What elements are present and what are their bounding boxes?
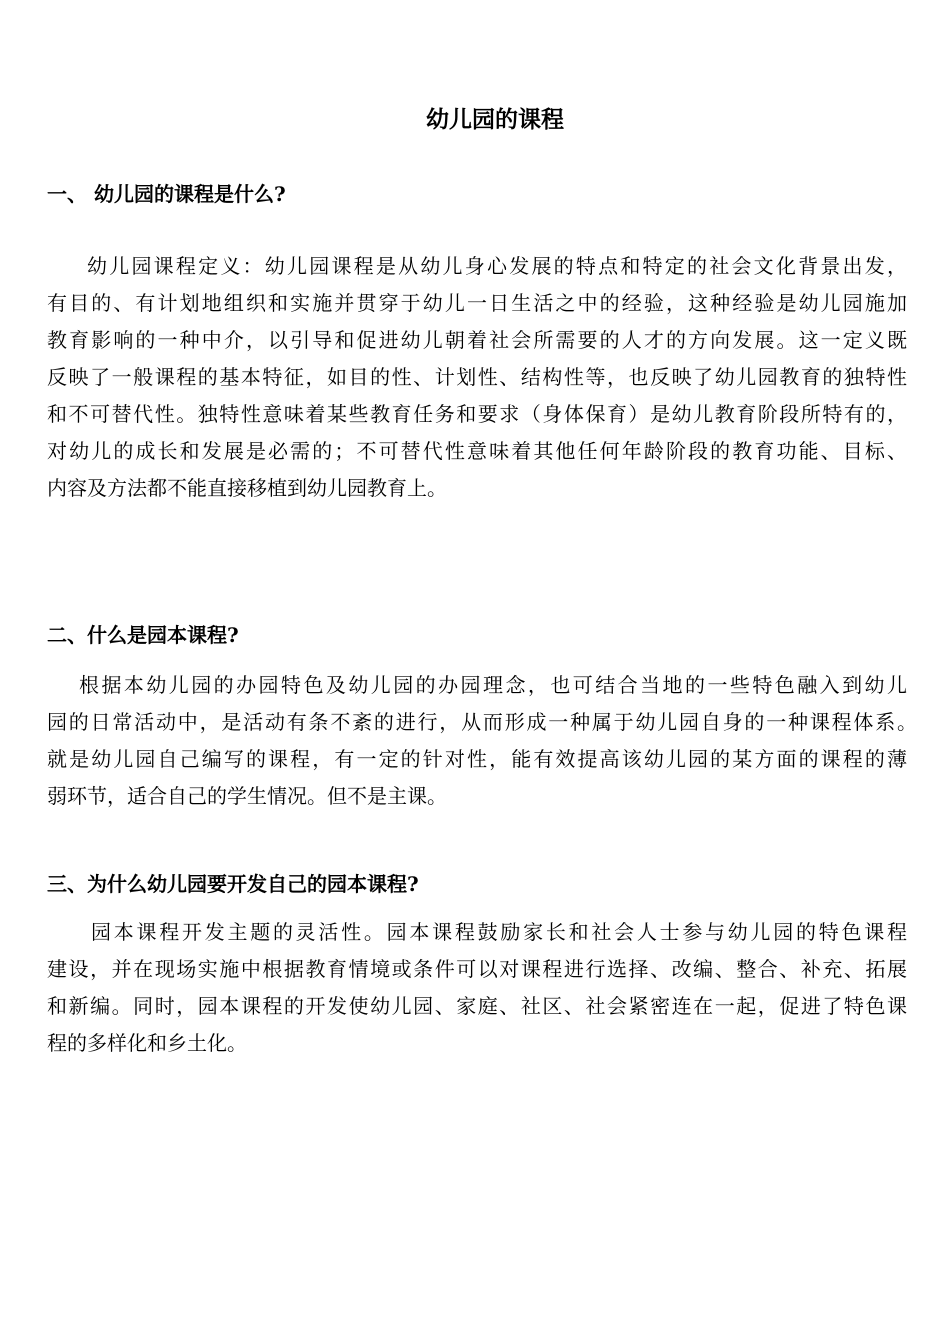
section-paragraph-2 xyxy=(47,667,917,815)
paragraph-line: 教育影响的一种中介，以引导和促进幼儿朝着社会所需要的人才的方向发展。这一定义既 xyxy=(47,328,907,352)
paragraph-line: 程的多样化和乡土化。 xyxy=(47,1031,247,1055)
paragraph-line: 有目的、有计划地组织和实施并贯穿于幼儿一日生活之中的经验，这种经验是幼儿园施加 xyxy=(47,291,907,315)
paragraph-line: 弱环节，适合自己的学生情况。但不是主课。 xyxy=(47,784,447,808)
section-paragraph-3 xyxy=(47,914,907,1062)
paragraph-line: 反映了一般课程的基本特征，如目的性、计划性、结构性等，也反映了幼儿园教育的独特性 xyxy=(47,365,907,389)
section-heading-2: 二、什么是园本课程? xyxy=(47,623,239,647)
section-heading-1: 一、 幼儿园的课程是什么? xyxy=(47,182,286,206)
section-heading-3: 三、为什么幼儿园要开发自己的园本课程? xyxy=(47,872,419,896)
paragraph-line: 就是幼儿园自己编写的课程，有一定的针对性，能有效提高该幼儿园的某方面的课程的薄 xyxy=(47,747,907,771)
paragraph-line: 和不可替代性。独特性意味着某些教育任务和要求（身体保育）是幼儿教育阶段所特有的， xyxy=(47,402,907,426)
paragraph-line: 园的日常活动中，是活动有条不紊的进行，从而形成一种属于幼儿园自身的一种课程体系。 xyxy=(47,710,917,734)
paragraph-line: 内容及方法都不能直接移植到幼儿园教育上。 xyxy=(47,476,447,500)
document-title: 幼儿园的课程 xyxy=(426,106,564,133)
paragraph-line: 园本课程开发主题的灵活性。园本课程鼓励家长和社会人士参与幼儿园的特色课程 xyxy=(91,920,907,944)
paragraph-line: 对幼儿的成长和发展是必需的；不可替代性意味着其他任何年龄阶段的教育功能、目标、 xyxy=(47,439,907,463)
section-paragraph-1 xyxy=(47,248,907,507)
paragraph-line: 和新编。同时，园本课程的开发使幼儿园、家庭、社区、社会紧密连在一起，促进了特色课 xyxy=(47,994,907,1018)
paragraph-line: 建设，并在现场实施中根据教育情境或条件可以对课程进行选择、改编、整合、补充、拓展 xyxy=(47,957,907,981)
paragraph-line: 根据本幼儿园的办园特色及幼儿园的办园理念，也可结合当地的一些特色融入到幼儿 xyxy=(79,673,907,697)
paragraph-line: 幼儿园课程定义：幼儿园课程是从幼儿身心发展的特点和特定的社会文化背景出发， xyxy=(87,254,907,278)
